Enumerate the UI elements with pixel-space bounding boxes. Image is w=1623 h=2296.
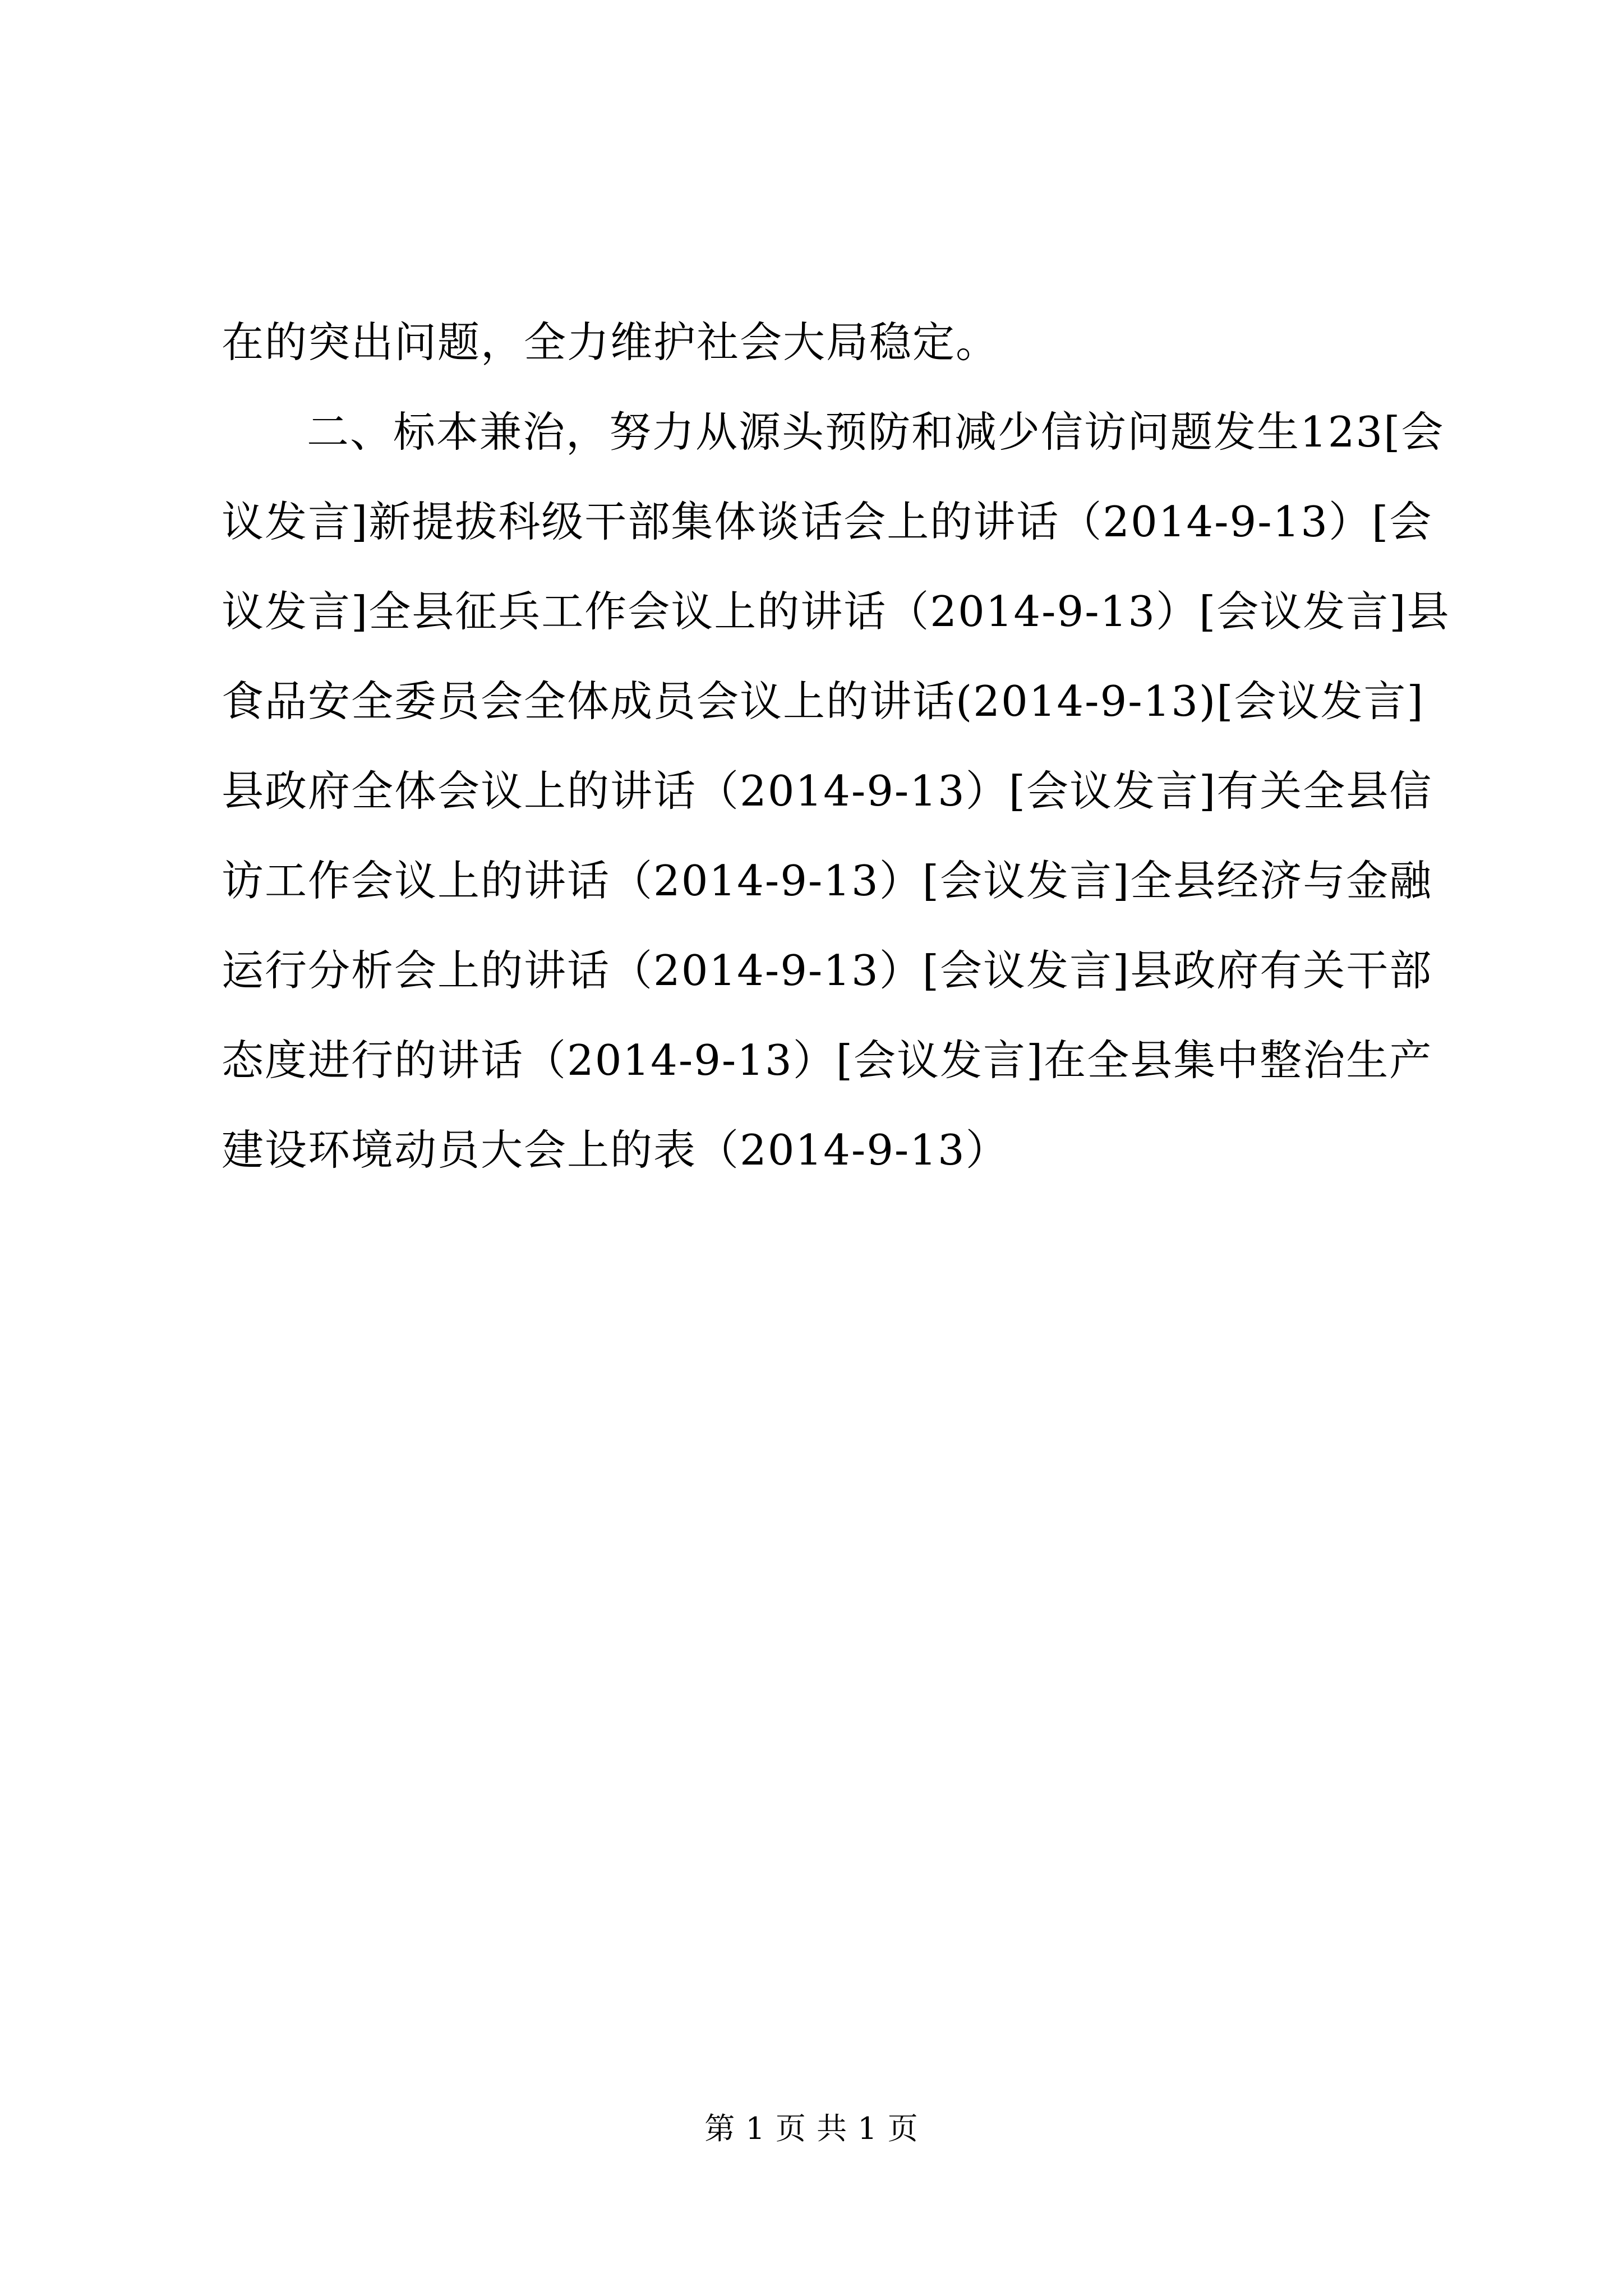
paragraph-line-4: 议发言]全县征兵工作会议上的讲话（2014-9-13）[会议发言]县 xyxy=(222,587,1450,636)
paragraph-line-6: 县政府全体会议上的讲话（2014-9-13）[会议发言]有关全县信 xyxy=(222,766,1433,816)
paragraph-line-3: 议发言]新提拔科级干部集体谈话会上的讲话（2014-9-13）[会 xyxy=(222,497,1433,546)
paragraph-line-7: 访工作会议上的讲话（2014-9-13）[会议发言]全县经济与金融 xyxy=(222,856,1433,905)
paragraph-line-1: 在的突出问题，全力维护社会大局稳定。 xyxy=(222,318,999,367)
paragraph-line-9: 态度进行的讲话（2014-9-13）[会议发言]在全县集中整治生产 xyxy=(222,1036,1433,1085)
paragraph-line-8: 运行分析会上的讲话（2014-9-13）[会议发言]县政府有关干部 xyxy=(222,946,1433,995)
paragraph-line-10: 建设环境动员大会上的表（2014-9-13） xyxy=(222,1125,1009,1175)
paragraph-line-2: 二、标本兼治，努力从源头预防和减少信访问题发生123[会 xyxy=(307,407,1445,457)
paragraph-line-5: 食品安全委员会全体成员会议上的讲话(2014-9-13)[会议发言] xyxy=(222,677,1424,726)
page-number-footer: 第 1 页 共 1 页 xyxy=(704,2111,919,2146)
document-body xyxy=(222,297,1450,1195)
